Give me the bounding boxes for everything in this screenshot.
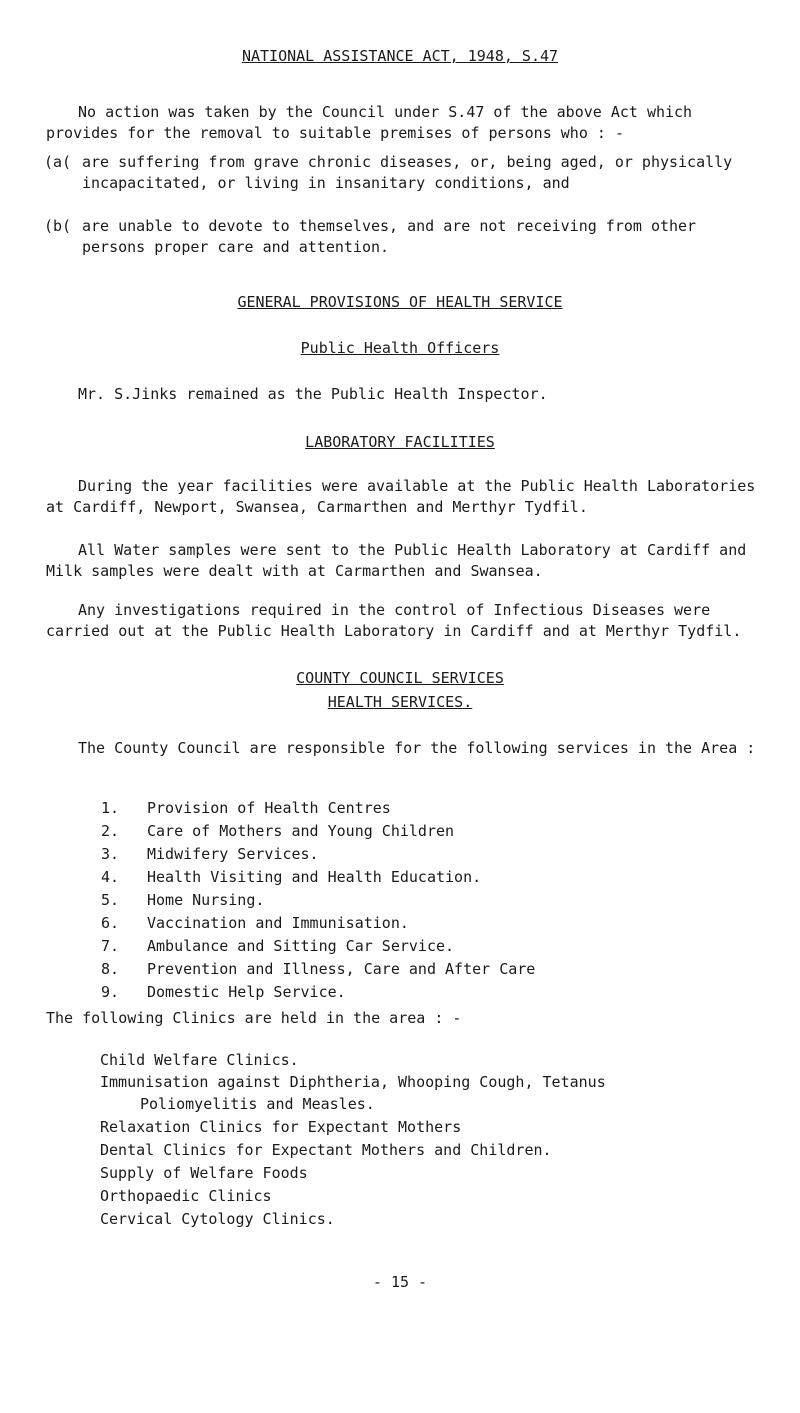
list-item — [101, 982, 741, 1003]
list-item — [44, 216, 744, 258]
item-text: Prevention and Illness, Care and After Care — [147, 960, 536, 978]
list-item — [101, 936, 741, 957]
list-item: Child Welfare Clinics. — [100, 1051, 299, 1069]
list-item — [101, 821, 741, 842]
list-item — [101, 913, 741, 934]
item-text: Care of Mothers and Young Children — [147, 822, 455, 840]
list-item: Cervical Cytology Clinics. — [100, 1210, 335, 1228]
item-label: (a( — [44, 153, 72, 171]
list-item — [101, 890, 741, 911]
list-item: Supply of Welfare Foods — [100, 1164, 308, 1182]
item-text: are suffering from grave chronic diseases, or, being aged, or physically incapacitated, or living in insanitary conditions, and — [82, 153, 733, 192]
list-item — [101, 867, 741, 888]
services-intro: The County Council are responsible for the following services in the Area : — [78, 739, 756, 757]
list-item — [101, 798, 741, 819]
list-item: Dental Clinics for Expectant Mothers and Children. — [100, 1141, 552, 1159]
item-text: Midwifery Services. — [147, 845, 319, 863]
item-number: 7. — [101, 937, 120, 955]
item-number: 6. — [101, 914, 120, 932]
page-title: NATIONAL ASSISTANCE ACT, 1948, S.47 — [241, 47, 559, 65]
list-item — [44, 152, 744, 194]
item-text: Home Nursing. — [147, 891, 265, 909]
clinics-intro: The following Clinics are held in the area : - — [46, 1009, 462, 1027]
item-number: 9. — [101, 983, 120, 1001]
item-text: are unable to devote to themselves, and are not receiving from other persons proper care and attention. — [82, 217, 697, 256]
list-item: Relaxation Clinics for Expectant Mothers — [100, 1118, 462, 1136]
section47-intro: No action was taken by the Council under S.47 of the above Act which provides for the removal to suitable premises of persons who : - — [46, 103, 693, 142]
item-number: 3. — [101, 845, 120, 863]
item-label: (b( — [44, 217, 72, 235]
item-number: 4. — [101, 868, 120, 886]
section-heading: COUNTY COUNCIL SERVICES — [296, 669, 504, 687]
item-number: 1. — [101, 799, 120, 817]
list-item — [101, 844, 741, 865]
list-item: Poliomyelitis and Measles. — [140, 1095, 375, 1113]
paragraph: Any investigations required in the control of Infectious Diseases were carried out at the Public Health Laboratory in Cardiff and at Merthyr Tydfil. — [46, 601, 742, 640]
item-text: Ambulance and Sitting Car Service. — [147, 937, 455, 955]
paragraph: During the year facilities were available at the Public Health Laboratories at Cardiff, Newport, Swansea, Carmarthen and Merthyr Tydfil. — [46, 477, 756, 516]
list-item: Immunisation against Diphtheria, Whooping Cough, Tetanus — [100, 1073, 606, 1091]
item-text: Provision of Health Centres — [147, 799, 391, 817]
general-text: Mr. S.Jinks remained as the Public Health Inspector. — [78, 385, 548, 403]
item-text: Domestic Help Service. — [147, 983, 346, 1001]
item-number: 8. — [101, 960, 120, 978]
paragraph: All Water samples were sent to the Public Health Laboratory at Cardiff and Milk samples were dealt with at Carmarthen and Swansea. — [46, 541, 747, 580]
item-text: Vaccination and Immunisation. — [147, 914, 409, 932]
list-item: Orthopaedic Clinics — [100, 1187, 272, 1205]
list-item — [101, 959, 741, 980]
item-text: Health Visiting and Health Education. — [147, 868, 482, 886]
item-number: 5. — [101, 891, 120, 909]
section-subheading: HEALTH SERVICES. — [327, 693, 473, 711]
item-number: 2. — [101, 822, 120, 840]
section-heading: LABORATORY FACILITIES — [305, 433, 495, 451]
section-subheading: Public Health Officers — [300, 339, 500, 357]
section-heading: GENERAL PROVISIONS OF HEALTH SERVICE — [237, 293, 563, 311]
page-number: - 15 - — [372, 1273, 428, 1291]
